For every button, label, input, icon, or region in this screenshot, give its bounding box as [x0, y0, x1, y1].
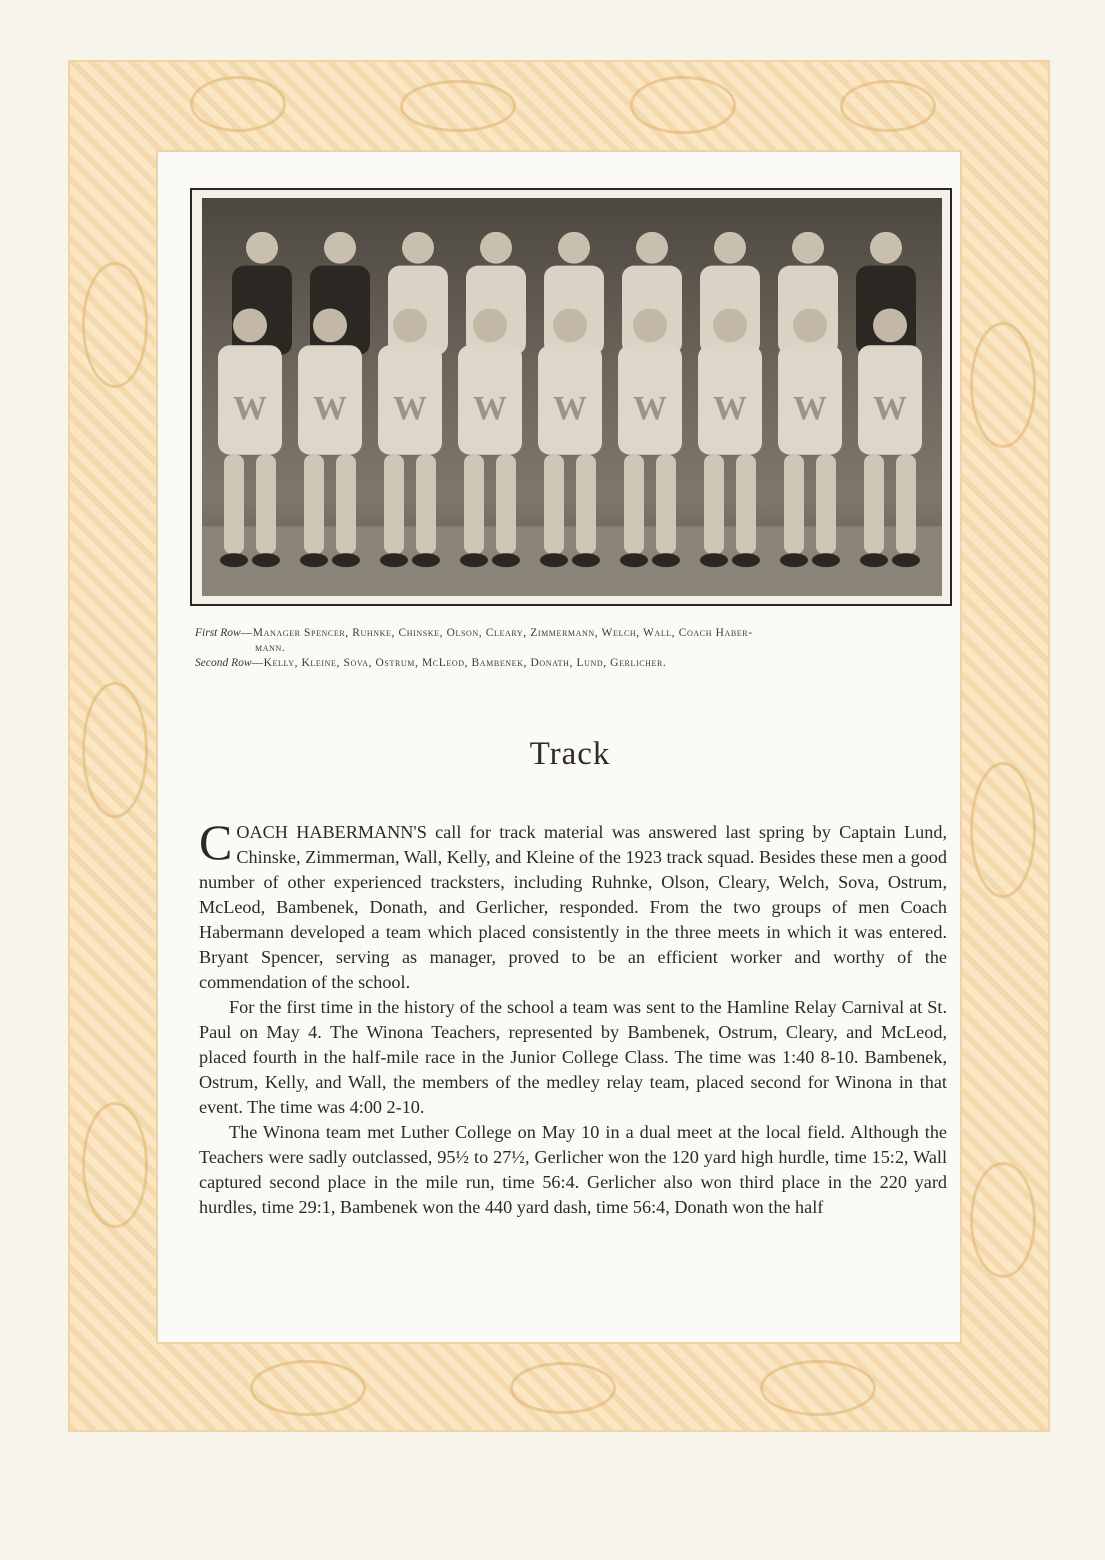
- jersey-letter: W: [473, 389, 507, 427]
- player-leg: [624, 455, 644, 554]
- vine-ornament: [970, 1162, 1036, 1278]
- player-head: [553, 308, 587, 342]
- player-head: [713, 308, 747, 342]
- vine-ornament: [970, 762, 1036, 898]
- drop-cap: C: [199, 814, 233, 870]
- article-body: [199, 814, 947, 1220]
- jersey-letter: W: [793, 389, 827, 427]
- vine-ornament: [760, 1360, 876, 1416]
- player-leg: [656, 455, 676, 554]
- vine-ornament: [190, 76, 286, 132]
- jersey-letter: W: [713, 389, 747, 427]
- player-leg: [256, 455, 276, 554]
- player-head: [402, 232, 434, 264]
- player-leg: [304, 455, 324, 554]
- page-content: [155, 148, 950, 1348]
- player-head: [793, 308, 827, 342]
- team-photo-image: [202, 198, 942, 596]
- player-shoe: [220, 553, 248, 567]
- paragraph-text: OACH HABERMANN'S call for track material was answered last spring by Captain Lund, Chinske, Zimmerman, Wall, Kelly, and Kleine of the 1923 track squad. Besides these men a good number of other experienced tracksters, including Ruhnke, Olson, Cleary, Welch, Sova, Ostrum, McLeod, Bambenek, Donath, and Gerlicher, responded. From the two groups of men Coach Habermann developed a team which placed consistently in the three meets in which it was entered. Bryant Spencer, serving as manager, proved to be an efficient worker and worthy of the commendation of the school.: [199, 822, 947, 992]
- player-head: [636, 232, 668, 264]
- player-leg: [864, 455, 884, 554]
- player-head: [714, 232, 746, 264]
- player-head: [480, 232, 512, 264]
- player-head: [870, 232, 902, 264]
- player-shoe: [860, 553, 888, 567]
- player-leg: [704, 455, 724, 554]
- player-leg: [736, 455, 756, 554]
- player-head: [558, 232, 590, 264]
- player-leg: [464, 455, 484, 554]
- jersey-letter: W: [873, 389, 907, 427]
- player-shoe: [460, 553, 488, 567]
- player-head: [393, 308, 427, 342]
- player-shoe: [620, 553, 648, 567]
- player-leg: [336, 455, 356, 554]
- player-head: [313, 308, 347, 342]
- player-leg: [784, 455, 804, 554]
- player-shoe: [540, 553, 568, 567]
- caption-second-row-label: Second Row: [195, 657, 252, 669]
- jersey-letter: W: [233, 389, 267, 427]
- player-leg: [896, 455, 916, 554]
- player-leg: [576, 455, 596, 554]
- player-shoe: [572, 553, 600, 567]
- caption-second-row-names: —Kelly, Kleine, Sova, Ostrum, McLeod, Bambenek, Donath, Lund, Gerlicher.: [251, 657, 667, 669]
- vine-ornament: [970, 322, 1036, 448]
- player-shoe: [892, 553, 920, 567]
- article-paragraph: For the first time in the history of the school a team was sent to the Hamline Relay Carnival at St. Paul on May 4. The Winona Teachers, represented by Bambenek, Ostrum, Cleary, and McLeod, placed fourth in the half-mile race in the Junior College Class. The time was 1:40 8-10. Bambenek, Ostrum, Kelly, and Wall, the members of the medley relay team, placed second for Winona in that event. The time was 4:00 2-10.: [199, 997, 947, 1117]
- player-leg: [496, 455, 516, 554]
- player-leg: [416, 455, 436, 554]
- player-leg: [224, 455, 244, 554]
- caption-first-row-continued: mann.: [255, 642, 286, 654]
- coach-suit: [232, 266, 292, 356]
- player-head: [873, 308, 907, 342]
- player-head: [792, 232, 824, 264]
- player-head: [473, 308, 507, 342]
- player-shoe: [380, 553, 408, 567]
- photo-caption: [195, 626, 955, 671]
- player-head: [633, 308, 667, 342]
- team-photo: [202, 198, 942, 596]
- jersey-letter: W: [313, 389, 347, 427]
- player-head: [246, 232, 278, 264]
- player-shoe: [300, 553, 328, 567]
- player-leg: [544, 455, 564, 554]
- vine-ornament: [510, 1362, 616, 1414]
- player-head: [324, 232, 356, 264]
- player-shoe: [652, 553, 680, 567]
- player-shoe: [332, 553, 360, 567]
- player-shoe: [492, 553, 520, 567]
- player-leg: [384, 455, 404, 554]
- article-paragraph: [199, 814, 947, 995]
- jersey-letter: W: [633, 389, 667, 427]
- page-title: Track: [529, 736, 611, 772]
- jersey-letter: W: [393, 389, 427, 427]
- vine-ornament: [82, 1102, 148, 1228]
- player-shoe: [700, 553, 728, 567]
- vine-ornament: [630, 76, 736, 134]
- player-shoe: [252, 553, 280, 567]
- vine-ornament: [400, 80, 516, 132]
- caption-second-row: [195, 656, 955, 671]
- team-photo-frame: [190, 188, 952, 606]
- vine-ornament: [840, 80, 936, 132]
- jersey-letter: W: [553, 389, 587, 427]
- vine-ornament: [250, 1360, 366, 1416]
- vine-ornament: [82, 682, 148, 818]
- player-shoe: [780, 553, 808, 567]
- caption-first-row-label: First Row: [195, 627, 241, 639]
- vine-ornament: [82, 262, 148, 388]
- player-leg: [816, 455, 836, 554]
- player-shoe: [812, 553, 840, 567]
- caption-first-row: [195, 626, 955, 641]
- caption-first-row-names: —Manager Spencer, Ruhnke, Chinske, Olson, Cleary, Zimmermann, Welch, Wall, Coach Haber-: [240, 627, 753, 639]
- player-shoe: [412, 553, 440, 567]
- player-head: [233, 308, 267, 342]
- player-shoe: [732, 553, 760, 567]
- article-paragraph: The Winona team met Luther College on May 10 in a dual meet at the local field. Although the Teachers were sadly outclassed, 95½ to 27½, Gerlicher won the 120 yard high hurdle, time 15:2, Wall captured second place in the mile run, time 56:4. Gerlicher also won third place in the 220 yard hurdles, time 29:1, Bambenek won the 440 yard dash, time 56:4, Donath won the half: [199, 1122, 947, 1217]
- coach-suit: [310, 266, 370, 356]
